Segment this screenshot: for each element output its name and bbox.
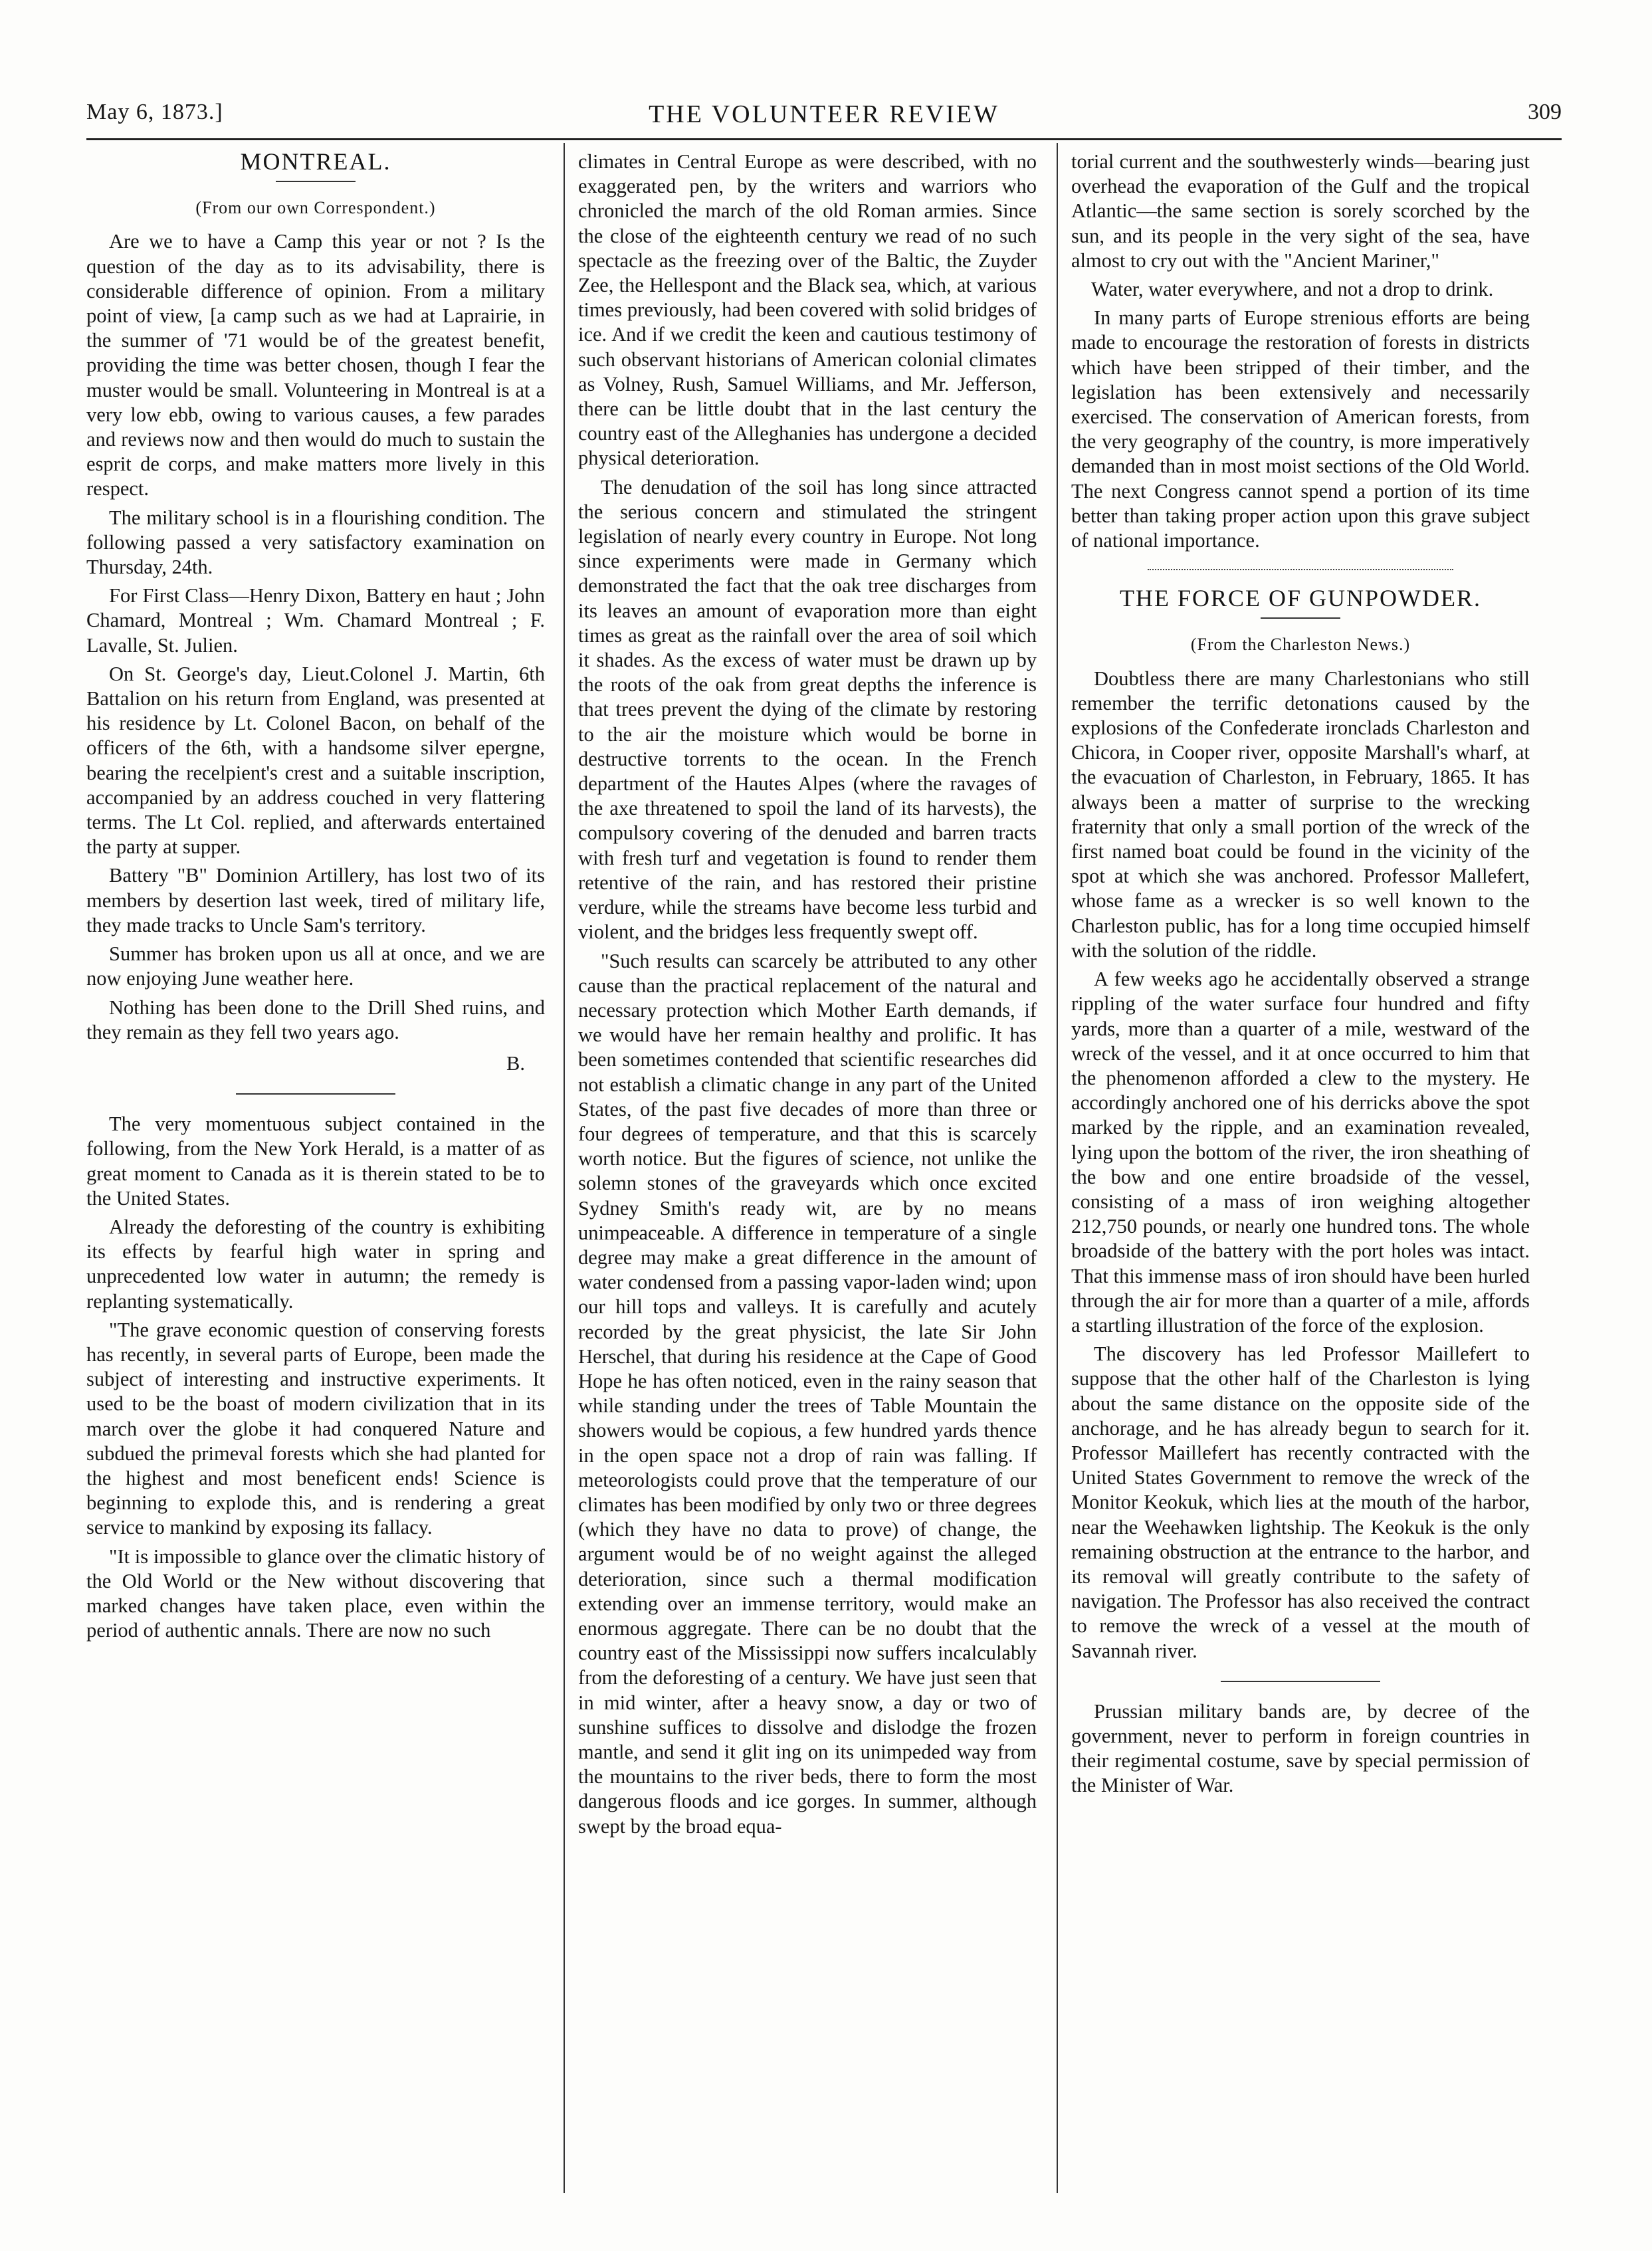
column-1: [86, 150, 545, 2197]
forest-paragraph: torial current and the southwesterly winds—bearing just overhead the evaporation of the Gulf and the tropical Atlantic—the same section is sorely scorched by the sun, and its people in the very sight of the sea, have almost to cry out with the "Ancient Mariner,": [1071, 150, 1530, 272]
section-rule: [276, 181, 356, 182]
gunpowder-paragraph: Doubtless there are many Charlestonians who still remember the terrific detonations caused by the explosions of the Confederate ironclads Charleston and Chicora, in Cooper river, opposite Marshall's wharf, at the evacuation of Charleston, in February, 1865. It has always been a matter of surprise to the wrecking fraternity that only a small portion of the wreck of the first named boat could be found in the vicinity of the spot at which she was anchored. Professor Mallefert, whose fame as a wrecker is so well known to the Charleston public, has for a long time occupied himself with the solution of the riddle.: [1071, 667, 1530, 962]
gunpowder-byline: (From the Charleston News.): [1190, 635, 1411, 655]
column-3: [1071, 150, 1530, 2197]
section-rule: [1261, 617, 1340, 619]
correspondent-signature: B.: [506, 1051, 525, 1075]
montreal-paragraph: For First Class—Henry Dixon, Battery en haut ; John Chamard, Montreal ; Wm. Chamard Montreal ; F. Lavalle, St. Julien.: [86, 584, 545, 657]
montreal-paragraph: Battery "B" Dominion Artillery, has lost two of its members by desertion last week, tired of military life, they made tracks to Uncle Sam's territory.: [86, 864, 545, 936]
forest-paragraph: climates in Central Europe as were described, with no exaggerated pen, by the writers and warriors who chronicled the march of the old Roman armies. Since the close of the eighteenth century we read of no such spectacle as the freezing over of the Baltic, the Zuyder Zee, the Hellespont and the Black sea, which, at various times previously, had been covered with solid bridges of ice. And if we credit the keen and cautious testimony of such observant historians of American colonial climates as Volney, Rush, Samuel Williams, and Mr. Jefferson, there can be little doubt that in the last century the country east of the Alleghanies has undergone a decided physical deterioration.: [578, 150, 1037, 470]
forest-paragraph: In many parts of Europe strenious efforts are being made to encourage the restoration of forests in districts which have been stripped of their timber, and the legislation has been extensively and necessarily exercised. The conservation of American forests, from the very geography of the country, is more imperatively demanded than in most moist sections of the Old World. The next Congress cannot spend a portion of its time better than taking proper action upon this grave subject of national importance.: [1071, 306, 1530, 552]
gunpowder-paragraph: The discovery has led Professor Maillefert to suppose that the other half of the Charleston is lying about the same distance on the opposite side of the anchorage, and he has already begun to search for it. Professor Maillefert has recently contracted with the United States Government to remove the wreck of the Monitor Keokuk, which lies at the mouth of the harbor, near the Weehawken lightship. The Keokuk is the only remaining obstruction at the entrance to the harbor, and its removal will greatly contribute to the safety of navigation. The Professor has also received the contract to remove the wreck of a vessel at the mouth of Savannah river.: [1071, 1342, 1530, 1662]
column-divider: [564, 143, 565, 2193]
header-rule: [86, 138, 1562, 140]
montreal-headline: MONTREAL.: [240, 150, 391, 175]
column-2: [578, 150, 1037, 2197]
forest-paragraph: "It is impossible to glance over the climatic history of the Old World or the New without discovering that marked changes have taken place, even within the period of authentic annals. There are now no such: [86, 1545, 545, 1642]
gunpowder-paragraph: A few weeks ago he accidentally observed a strange rippling of the water surface four hundred and fifty yards, more than a quarter of a mile, westward of the wreck of the vessel, and it at once occurred to him that the phenomenon afforded a clew to the mystery. He accordingly anchored one of his derricks above the spot marked by the ripple, and an examination revealed, lying upon the bottom of the river, the iron sheathing of the bow and one entire broadside of the vessel, consisting of a mass of iron weighing altogether 212,750 pounds, or nearly one hundred tons. The whole broadside of the battery with the port holes was intact. That this immense mass of iron should have been hurled through the air for more than a quarter of a mile, affords a startling illustration of the force of the explosion.: [1071, 968, 1530, 1337]
montreal-paragraph: Summer has broken upon us all at once, and we are now enjoying June weather here.: [86, 942, 545, 990]
montreal-byline: (From our own Correspondent.): [195, 198, 436, 218]
forest-paragraph: The very momentuous subject contained in the following, from the New York Herald, is a matter of as great moment to Canada as it is therein stated to be to the United States.: [86, 1113, 545, 1210]
forest-paragraph: The denudation of the soil has long since attracted the serious concern and stimulated the stringent legislation of nearly every country in Europe. Not long since experiments were made in Germany which demonstrated the fact that the oak tree discharges from its leaves an amount of evaporation more than eight times as great as the rainfall over the area of soil which it shades. As the excess of water must be drawn up by the roots of the oak from great depths the inference is that trees prevent the dying of the climate by restoring to the air the moisture which would be borne in destructive torrents to the ocean. In the French department of the Hautes Alpes (where the ravages of the axe threatened to spoil the land of its harvests), the compulsory covering of the denuded and barren tracts with fresh turf and vegetation is found to render them retentive of the rain, and has restored their pristine verdure, while the streams have become less turbid and violent, and the bridges less frequently swept off.: [578, 475, 1037, 944]
section-rule: [1221, 1681, 1380, 1682]
forest-paragraph: "Such results can scarcely be attributed to any other cause than the practical replacement of the natural and necessary protection which Mother Earth demands, if we would have her remain healthy and prolific. It has been sometimes contended that scientific researches did not establish a climatic change in any part of the United States, of the past five decades of more than three or four degrees of temperature, and that this is scarcely worth notice. But the figures of science, not unlike the solemn stones of the graveyards which once excited Sydney Smith's ready wit, are by no means unimpeaceable. A difference in temperature of a single degree may make a great difference in the amount of water condensed from a passing vapor-laden wind; upon our hill tops and valleys. It is carefully and acutely recorded by the great physicist, the late Sir John Herschel, that during his residence at the Cape of Good Hope he has often noticed, even in the rainy season that while standing under the trees of Table Mountain the showers would be copious, a few hundred yards thence in the open space not a drop of rain was falling. If meteorologists could prove that the temperature of our climates has been modified by only two or three degrees (which they have no data to prove) of change, the argument would be of no weight against the alleged deterioration, since such a thermal modification extending over an immense territory, would make an enormous aggregate. There can be no doubt that the country east of the Mississippi now suffers incalculably from the deforesting of a century. We have just seen that in mid winter, after a heavy snow, a day or two of sunshine suffices to dissolve and dislodge the frozen mantle, and send it glit ing on its unimpeded way from the mountains to the river beds, there to form the most dangerous floods and ice gorges. In summer, although swept by the broad equa-: [578, 949, 1037, 1838]
issue-date: May 6, 1873.]: [86, 100, 223, 124]
column-divider: [1057, 143, 1058, 2193]
page-header: [86, 100, 1562, 140]
montreal-paragraph: On St. George's day, Lieut.Colonel J. Martin, 6th Battalion on his return from England, was presented at his residence by Lt. Colonel Bacon, on behalf of the officers of the 6th, with a handsome silver epergne, bearing the recelpient's crest and a suitable inscription, accompanied by an address couched in very flattering terms. The Lt Col. replied, and afterwards entertained the party at supper.: [86, 662, 545, 859]
montreal-paragraph: Are we to have a Camp this year or not ? Is the question of the day as to its advisability, there is considerable difference of opinion. From a military point of view, [a camp such as we had at Laprairie, in the summer of '71 would be of the greatest benefit, providing the time was better chosen, though I fear the muster would be small. Volunteering in Montreal is at a very low ebb, owing to various causes, a few parades and reviews now and then would do much to sustain the esprit de corps, and make matters more lively in this respect.: [86, 230, 545, 500]
forest-paragraph: Already the deforesting of the country is exhibiting its effects by fearful high water in spring and unprecedented low water in autumn; the remedy is replanting systematically.: [86, 1215, 545, 1313]
section-rule: [236, 1093, 395, 1095]
verse-quotation: Water, water everywhere, and not a drop to drink.: [1091, 278, 1494, 301]
prussian-paragraph: Prussian military bands are, by decree of the government, never to perform in foreign countries in their regimental costume, save by special permission of the Minister of War.: [1071, 1699, 1530, 1797]
montreal-paragraph: Nothing has been done to the Drill Shed ruins, and they remain as they fell two years ago.: [86, 996, 545, 1043]
montreal-paragraph: The military school is in a flourishing condition. The following passed a very satisfactory examination on Thursday, 24th.: [86, 506, 545, 579]
gunpowder-headline: THE FORCE OF GUNPOWDER.: [1119, 585, 1482, 612]
section-rule: [1148, 569, 1453, 570]
publication-title: THE VOLUNTEER REVIEW: [649, 100, 999, 128]
page-number: 309: [1528, 100, 1562, 124]
forest-paragraph: "The grave economic question of conserving forests has recently, in several parts of Europe, been made the subject of interesting and instructive experiments. It used to be the boast of modern civilization that in its march over the globe it had conquered Nature and subdued the primeval forests which she had planted for the highest and most beneficent ends! Science is beginning to explode this, and is rendering a great service to mankind by exposing its fallacy.: [86, 1318, 545, 1539]
